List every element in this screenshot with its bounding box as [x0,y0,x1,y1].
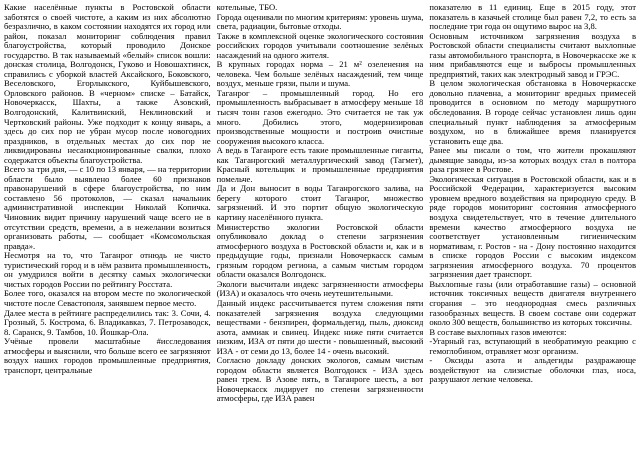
paragraph: Всего за три дня, — с 10 по 13 января, — на территории области было выявлено более 60 признаков правонарушений в сфере благоустройства, по ним составлено 56 протоколов, — сказал начальник административной инспекции Николай Копичка. Чиновник видит причину нарушений чаще всего не в отсутствии средств, времени, а в нежелании возиться организовать работы, — сообщает «Комсомольская правда». [4,164,211,251]
paragraph: Таганрог – промышленный город. Но его промышленность выбрасывает в атмосферу меньше 18 тысяч тонн газов ежегодно. Это считается не так уж много. Добились этого, модернизировав производственные мощности и построив очистные сооружения высокого класса. [216,87,424,146]
paragraph: Несмотря на то, что Таганрог отнюдь не чисто туристический город и в нём развита промышленность, он умудрился войти в десятку самых экологически чистых городов России по рейтингу Росстата. [4,250,211,289]
paragraph: Основным источником загрязнения воздуха в Ростовской области специалисты считают выхлопные газы автомобильного транспорта, в Новочеркасске же к ним прибавляются еще и выбросы промышленных предприятий, таких как электродный завод и ГРЭС. [429,30,637,79]
paragraph: Более того, оказался на втором месте по экологической чистоте после Севастополя, занявшем первое место. [4,288,211,308]
paragraph: - Оксиды азота и альдегиды раздражающе воздействуют на слизистые оболочки глаз, носа, разрушают легкие человека. [429,355,637,385]
paragraph: В составе выхлопных газов имеются: [429,326,567,337]
paragraph: Экологическая ситуация в Ростовской области, как и в Российской Федерации, характеризуется высоким уровнем вредного воздействия на природную среду. В ряде городов мониторинг состояния атмосферного воздуха свидетельствует, что в течение длительного времени качество атмосферного воздуха не соответствует установленным гигиеническим нормативам, г. Ростов - на - Дону постоянно находится в списке городов России с высоким индексом загрязнения атмосферного воздуха. 70 процентов загрязнения дает транспорт. [429,173,637,280]
paragraph: Данный индекс рассчитывается путем сложения пяти показателей загрязнения воздуха следующими веществами - бензпирен, формальдегид, пыль, диоксид азота, аммиак и свинец. Индекс ниже пяти считается низким, ИЗА от пяти до шести - повышенный, высокий ИЗА - от семи до 13, более 14 - очень высокий. [216,297,424,356]
paragraph: В целом экологическая обстановка в Новочеркасске довольно плачевна, а мониторинг вредных примесей проводится в основном по методу маршрутного обследования. В городе сейчас установлен лишь один специальный пункт наблюдения за атмосферным воздухом, но в ближайшее время планируется установить еще два. [429,78,637,146]
paragraph: А ведь в Таганроге есть такие промышленные гиганты, как Таганрогский металлургический завод (Тагмет), Красный котельщик и промышленные предприятия помельче. [216,145,424,184]
paragraph: котельные, ТБО. [216,3,278,12]
paragraph: Какие населённые пункты в Ростовской области заботятся о своей чистоте, а каким из них абсолютно безразлично, в каком состоянии находятся их город или район, показал мониторинг соблюдения правил благоустройства, который проводило Донское государство. В так называемый «белый» список вошли: донская столица, Волгодонск, Гуково и Новошахтинск, справились с уборкой властей Аксайского, Боковского, Веселовского, Егорлыкского, Куйбышевского, Орловского районов. В «черном» списке – Батайск, Новочеркасск, Шахты, а также Азовский, Волгодонский, Калитвинский, Неклиновский и Чертковский районы. Уже подходит к концу январь, а здесь до сих пор не убран мусор после новогодних праздников, в отдельных местах до сих пор не ликвидированы несанкционированные свалки, плохо содержатся объекты благоустройства. [4,3,211,165]
paragraph: -Угарный газ, вступающий в необратимую реакцию с гемоглобином, отравляет мозг организм. [429,336,637,356]
paragraph: Города оценивали по многим критериям: уровень шума, света, радиации, бытовые отходы. [216,11,424,32]
paragraph: Экологи высчитали индекс загрязненности атмосферы (ИЗА) и оказалось что очень неутешительными. [216,278,424,299]
paragraph: Ранее мы писали о том, что жители прокашляют дымящие заводы, из-за которых воздух стал в полтора раза грязнее в Ростове. [429,145,637,175]
column-2 [217,3,424,450]
paragraph: Выхлопные газы (или отработавшие газы) – основной источник токсичных веществ двигателя внутреннего сгорания – это неоднородная смесь различных газообразных веществ. В своем составе они содержат около 300 веществ, большинство из которых токсичны. [429,278,637,328]
paragraph: показателю в 11 единиц. Еще в 2015 году, этот показатель в казачьей столице был равен 7,2, то есть за последние три года он ощутимо вырос на 3,8. [429,3,637,32]
paragraph: Также в комплексной оценке экологического состояния российских городов учитывали соотношение зелёных насаждений на одного жителя. [216,30,424,60]
paragraph: В крупных городах норма – 21 м² озеленения на человека. Чем больше зелёных насаждений, тем чище воздух, меньше грязи, пыли и шума. [216,59,424,89]
column-3 [429,3,636,450]
paragraph: Учёные провели масштабные #исследования атмосферы и выяснили, что больше всего ее загрязняют воздух наших городов промышленные предприятия, транспорт, центральные [4,336,211,375]
column-1 [4,3,211,450]
paragraph: Согласно докладу донских экологов, самым чистым городом области является Волгодонск - ИЗА здесь равен трем. В Азове пять, в Таганроге шесть, а вот Новочеркасск лидирует по степени загрязненности атмосферы, где ИЗА равен [216,355,424,404]
paragraph: Да и Дон выносит в воды Таганрогского залива, на берегу которого стоит Таганрог, множество загрязнений. И это портит общую экологическую картину населённого пункта. [216,183,424,223]
paragraph: Далее места в рейтинге распределились так: 3. Сочи, 4. Грозный, 5. Кострома, 6. Владикавказ, 7. Петрозаводск, 8. Саранск, 9. Тамбов, 10. Йошкар-Ола. [4,307,211,337]
paragraph: Министерство экологии Ростовской области опубликовало доклад о степени загрязнения атмосферного воздуха в Ростовской области и, как и в предыдущие годы, признали Новочеркасск самым грязным городом региона, а самым чистым городом области оказался Волгодонск. [216,221,424,280]
